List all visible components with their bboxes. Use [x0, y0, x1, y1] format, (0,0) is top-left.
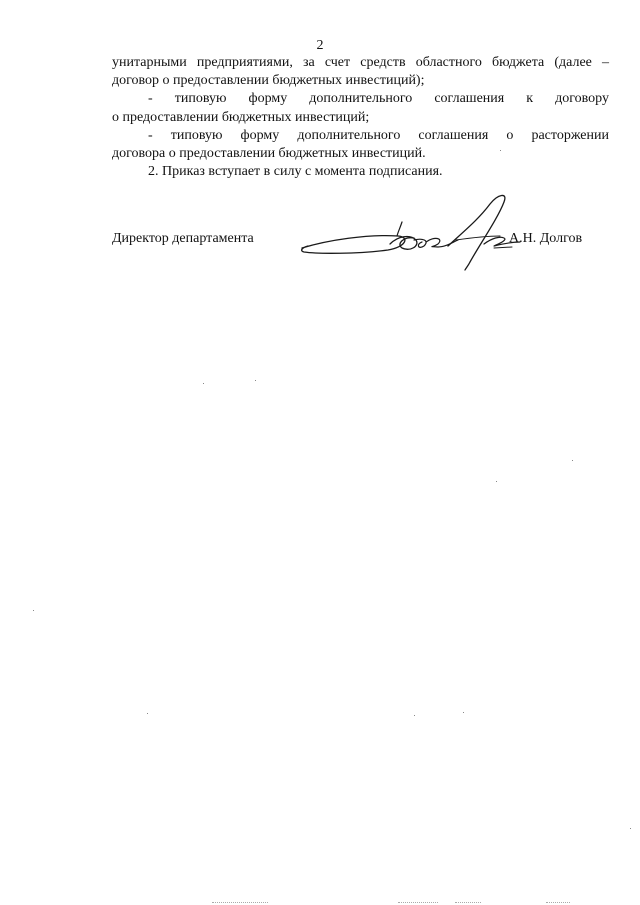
- scan-speck: [33, 610, 34, 611]
- text-line-1: унитарными предприятиями, за счет средств областного бюджета (далее –: [112, 55, 609, 70]
- scan-speck: [496, 481, 497, 482]
- clause-2: 2. Приказ вступает в силу с момента подписания.: [148, 164, 443, 180]
- scan-edge-mark: [212, 902, 268, 904]
- scan-edge-mark: [455, 902, 481, 904]
- text-line-2: договор о предоставлении бюджетных инвестиций);: [112, 73, 425, 89]
- scan-speck: [572, 460, 573, 461]
- scan-speck: [414, 715, 415, 716]
- signature-block: [112, 230, 609, 270]
- scan-edge-mark: [546, 902, 570, 904]
- scan-speck: [500, 150, 501, 151]
- body-text: [112, 54, 609, 181]
- page-number: 2: [316, 38, 324, 53]
- scan-speck: [255, 380, 256, 381]
- handwritten-signature: [298, 192, 528, 272]
- list-item-termination-agreement: - типовую форму дополнительного соглашения о расторжении: [148, 127, 609, 143]
- scan-speck: [147, 713, 148, 714]
- scan-speck: [203, 383, 204, 384]
- scan-speck: [463, 712, 464, 713]
- text-line-4: о предоставлении бюджетных инвестиций;: [112, 109, 370, 125]
- signatory-title: Директор департамента: [112, 231, 254, 246]
- scan-speck: [630, 828, 631, 829]
- scan-edge-mark: [398, 902, 438, 904]
- list-item-additional-agreement: - типовую форму дополнительного соглашения к договору: [148, 91, 609, 107]
- signatory-name: А.Н. Долгов: [509, 231, 583, 246]
- text-line-6: договора о предоставлении бюджетных инвестиций.: [112, 146, 426, 162]
